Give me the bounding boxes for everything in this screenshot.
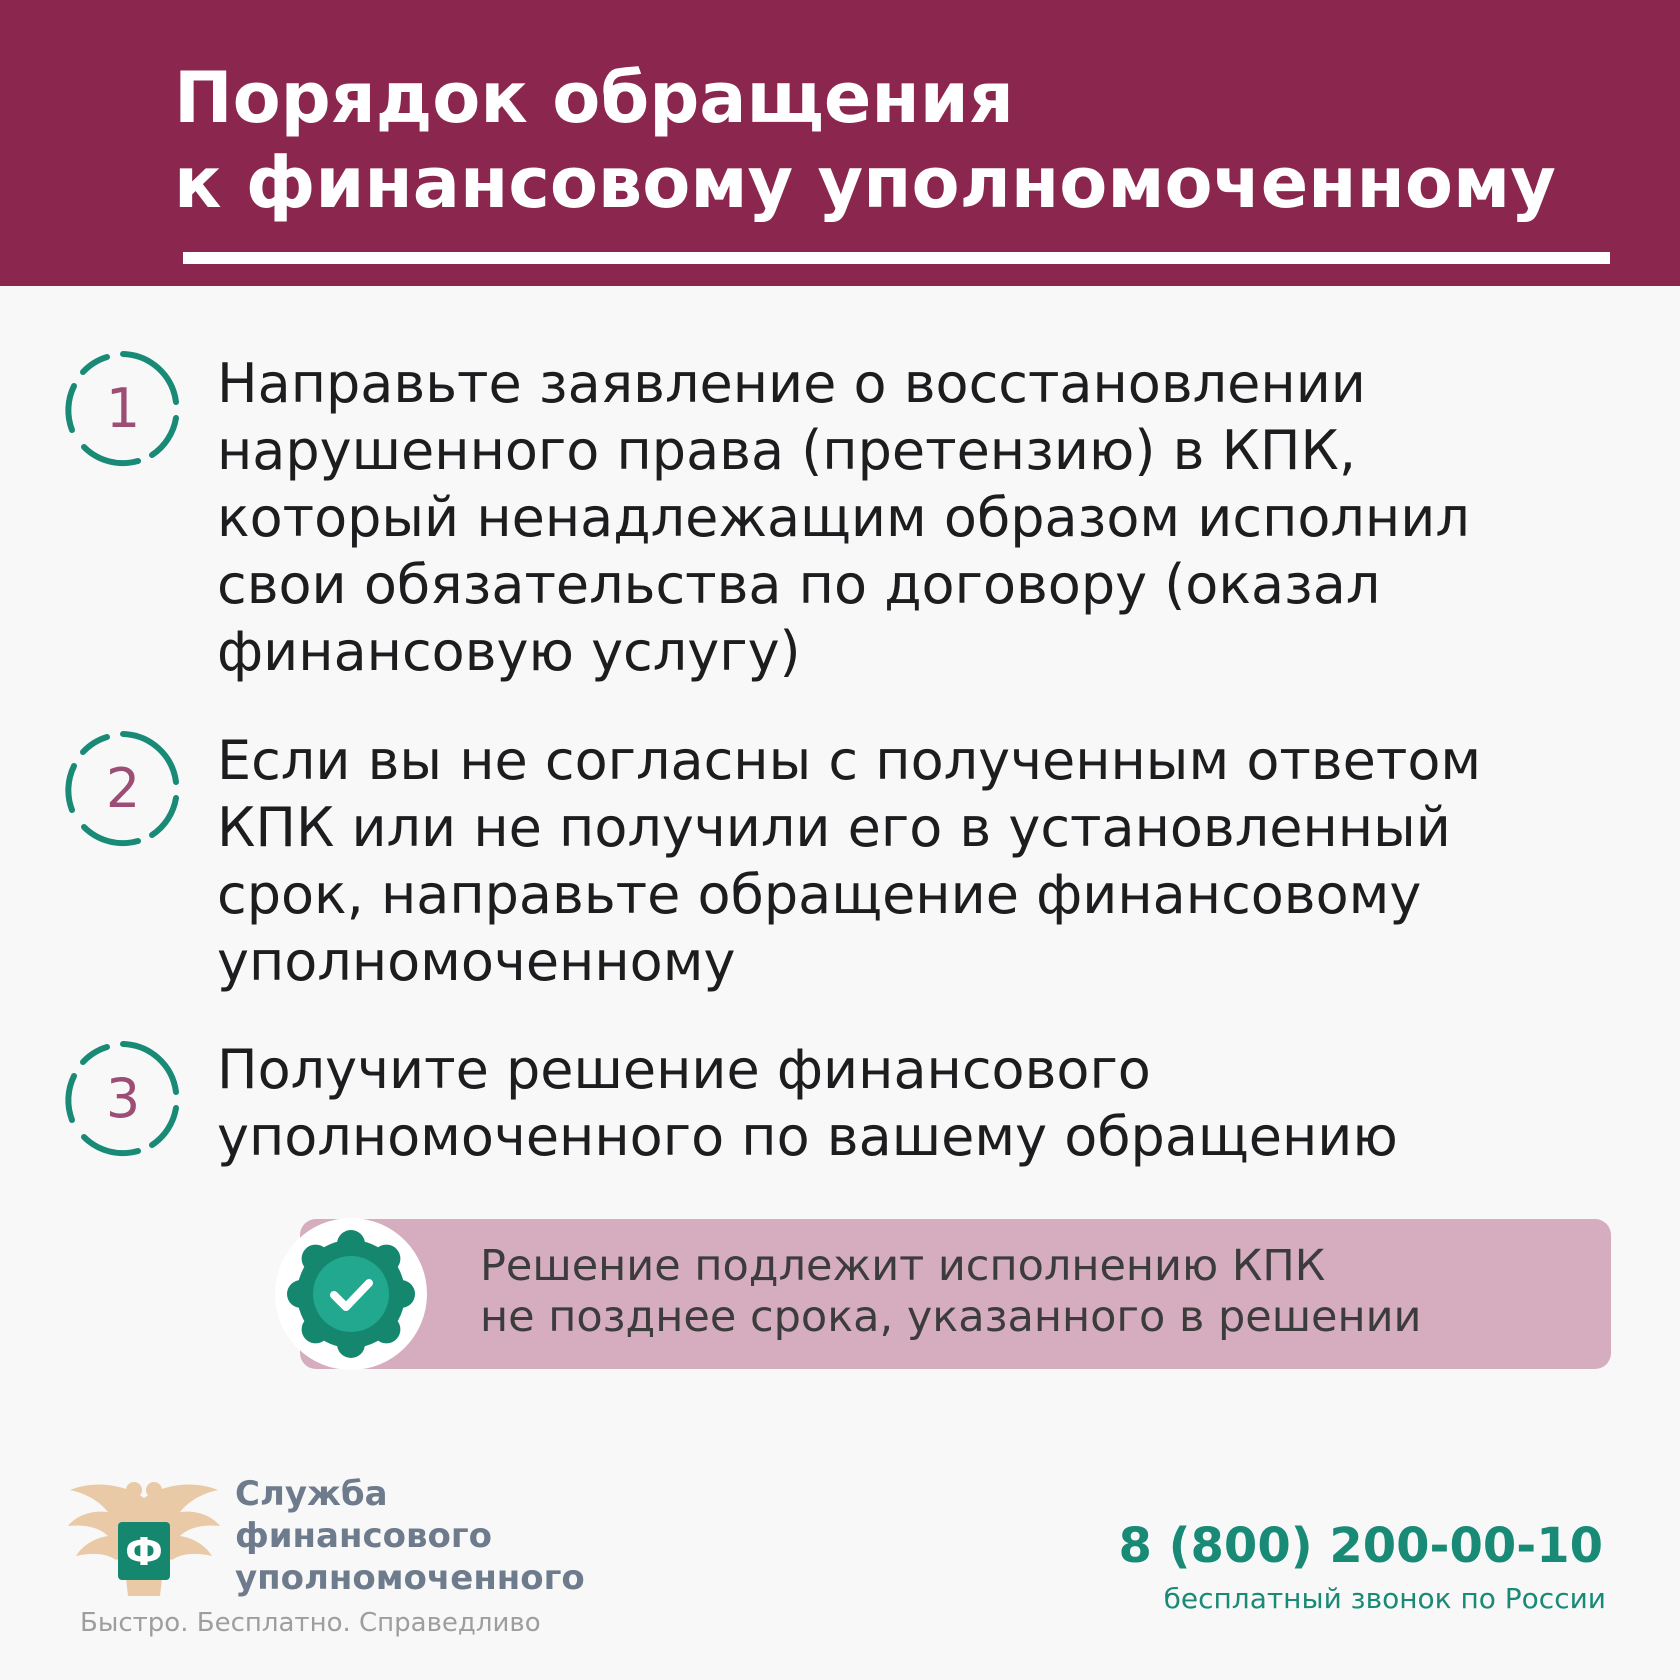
step-3-line: уполномоченного по вашему обращению	[217, 1105, 1398, 1168]
page-title	[174, 56, 1556, 226]
step-1-line: нарушенного права (претензию) в КПК,	[217, 419, 1357, 482]
header-underline	[183, 252, 1610, 264]
header-banner	[0, 0, 1680, 286]
step-2-text	[217, 727, 1481, 995]
check-badge-icon	[275, 1218, 427, 1370]
page-title-line-1: Порядок обращения	[174, 57, 1014, 139]
hotline-note: бесплатный звонок по России	[1163, 1582, 1606, 1615]
decision-note-text	[480, 1241, 1422, 1343]
step-2-line: срок, направьте обращение финансовому	[217, 863, 1422, 926]
step-1-line: Направьте заявление о восстановлении	[217, 352, 1366, 415]
step-1-number: 1	[105, 377, 141, 440]
org-name-line: Служба	[235, 1474, 388, 1514]
step-2-line: Если вы не согласны с полученным ответом	[217, 729, 1482, 792]
step-2-ring-icon	[64, 730, 182, 848]
step-3-text	[217, 1036, 1398, 1170]
decision-note-line: Решение подлежит исполнению КПК	[480, 1241, 1326, 1291]
page-title-line-2: к финансовому уполномоченному	[174, 142, 1556, 224]
step-3-ring-icon	[64, 1040, 182, 1158]
step-1-text	[217, 350, 1470, 685]
step-3-number: 3	[105, 1067, 141, 1130]
step-1-line: который ненадлежащим образом исполнил	[217, 486, 1470, 549]
logo-letter: Ф	[125, 1530, 163, 1574]
step-2-line: КПК или не получили его в установленный	[217, 796, 1451, 859]
org-name-line: финансового	[235, 1516, 492, 1556]
org-slogan: Быстро. Бесплатно. Справедливо	[80, 1608, 541, 1638]
step-2-line: уполномоченному	[217, 930, 736, 993]
decision-note	[300, 1219, 1611, 1369]
eagle-emblem-icon	[64, 1476, 224, 1600]
step-1-line: свои обязательства по договору (оказал	[217, 553, 1381, 616]
hotline-phone[interactable]: 8 (800) 200-00-10	[1118, 1518, 1603, 1574]
step-1-ring-icon	[64, 350, 182, 468]
step-1-line: финансовую услугу)	[217, 620, 801, 683]
step-2-number: 2	[105, 757, 141, 820]
decision-note-line: не позднее срока, указанного в решении	[480, 1292, 1422, 1342]
org-name-line: уполномоченного	[235, 1558, 585, 1598]
org-name	[235, 1473, 585, 1599]
step-3-line: Получите решение финансового	[217, 1038, 1151, 1101]
